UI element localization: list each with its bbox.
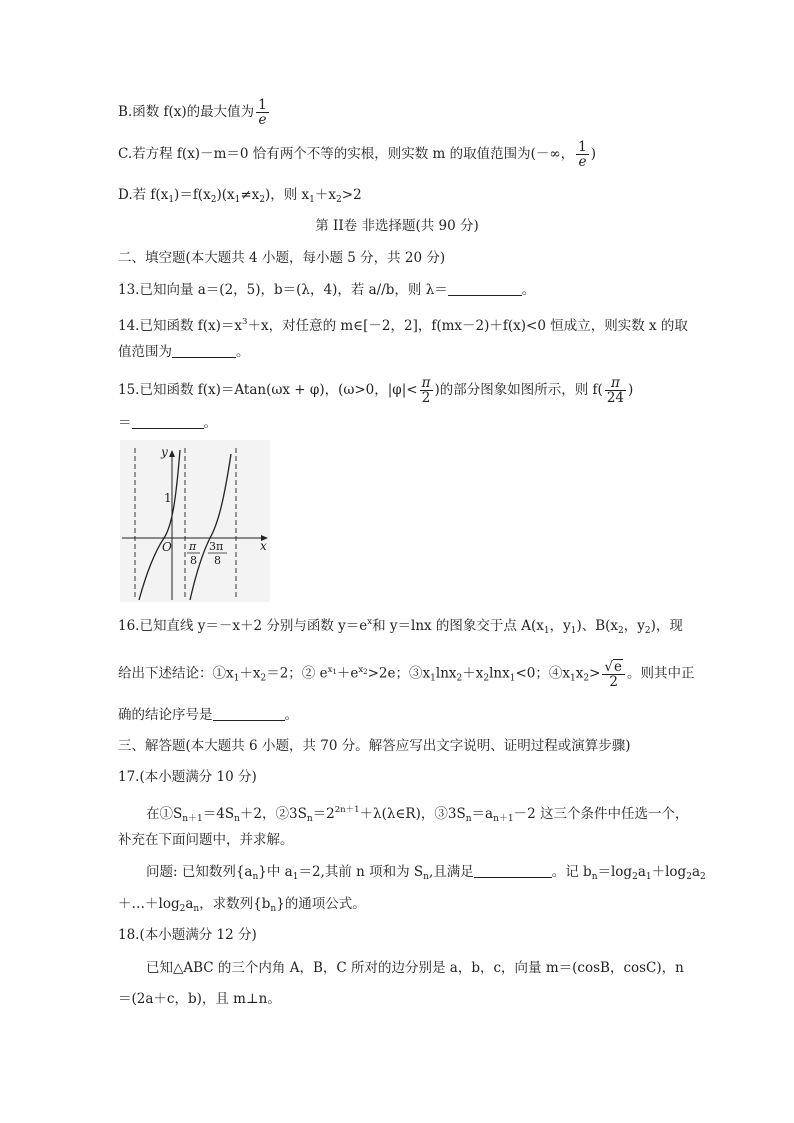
answer-blank[interactable]	[172, 344, 236, 358]
section-fill-in-heading: 二、填空题(本大题共 4 小题，每小题 5 分，共 20 分)	[118, 250, 446, 266]
question-17-heading: 17.(本小题满分 10 分)	[118, 769, 257, 785]
option-d: D.若 $f(x_1)=f(x_2)(x_1\ne x_2)$，则 $x_1+x_2>2$	[118, 187, 362, 205]
question-18-line1: 已知△ABC 的三个内角 A，B，C 所对的边分别是 a，b，c，向量 m＝(cosB，cosC)，n	[146, 960, 684, 976]
x-tick-pi8-num: π	[189, 540, 197, 553]
part2-title: 第 II卷 非选择题(共 90 分)	[315, 218, 479, 234]
fraction: $\frac{\pi}{24}$	[606, 375, 625, 406]
option-c: C.若方程 f(x)－m＝0 恰有两个不等的实根，则实数 m 的取值范围为(－∞， $\frac{1}{e}$ )	[118, 139, 597, 170]
option-b: B.函数 f(x)的最大值为 $\frac{1}{e}$	[118, 97, 267, 128]
question-17-line3: 问题: 已知数列$\{a_n\}$中 $a_1=2$,其前 n 项和为 $S_n$,且满足 。记 $b_n=\log_2a_1+\log_2a_2$	[146, 864, 706, 882]
y-tick-1-label: 1	[164, 491, 172, 505]
question-15-line1: 15.已知函数 f(x)＝Atan(ωx + φ)，(ω>0，|φ|< $\frac{\pi}{2}$ )的部分图象如图所示，则 f( $\frac{\pi}{24}$ )	[118, 375, 634, 406]
x-axis-label: x	[260, 539, 267, 553]
x-tick-3pi8-num: 3π	[209, 540, 224, 553]
answer-blank[interactable]	[448, 282, 522, 296]
fraction: $\frac{1}{e}$	[258, 97, 267, 128]
question-17-line1: 在$①S_{n+1}=4S_n+2$，$②3S_n=2^{2n+1}+\lambda(\lambda\in R)$，$③3S_n=a_{n+1}-2$ 这三个条件中任选一个，	[146, 805, 689, 824]
question-16-line2: 给出下述结论：$①x_1+x_2=2$；② $e^{x_1}+e^{x_2}>2e$；$③x_1\ln x_2+x_2\ln x_1<0$；$④x_1x_2>$ $\frac{√e}{2}$ 。则其中正	[118, 659, 695, 690]
question-17-line4: $+\dots+\log_2a_n$，求数列$\{b_n\}$的通项公式。	[118, 896, 366, 914]
answer-blank[interactable]	[474, 864, 552, 878]
question-18-line2: ＝(2a＋c，b)，且 m⊥n。	[118, 991, 281, 1007]
y-axis-label: y	[161, 445, 168, 459]
answer-blank[interactable]	[132, 415, 204, 429]
answer-blank[interactable]	[213, 707, 285, 721]
question-16-line3: 确的结论序号是 。	[118, 707, 298, 723]
question-14-line1: 14.已知函数 $f(x)=x^3+x$，对任意的 m∈[－2，2]，f(mx－2)＋f(x)<0 恒成立，则实数 x 的取	[118, 317, 688, 334]
x-tick-3pi8-den: 8	[214, 554, 221, 567]
section-solve-heading: 三、解答题(本大题共 6 小题，共 70 分。解答应写出文字说明、证明过程或演算步骤)	[118, 738, 631, 754]
tangent-graph	[120, 440, 270, 602]
question-17-line2: 补充在下面问题中，并求解。	[118, 832, 294, 848]
x-tick-pi8-den: 8	[190, 554, 197, 567]
question-16-line1: 16.已知直线 y＝－x＋2 分别与函数 $y=e^x$和 y＝lnx 的图象交于点 $A(x_1$，$y_1$)、$B(x_2$，$y_2$)，现	[118, 617, 683, 636]
fraction: $\frac{\pi}{2}$	[421, 375, 431, 406]
question-14-line2: 值范围为 。	[118, 344, 250, 360]
origin-label: O	[162, 540, 172, 554]
question-15-line2: ＝ 。	[118, 415, 217, 431]
question-18-heading: 18.(本小题满分 12 分)	[118, 927, 257, 943]
fraction: $\frac{1}{e}$	[578, 139, 587, 170]
fraction: $\frac{√e}{2}$	[602, 659, 625, 689]
question-13: 13.已知向量 a＝(2，5)，b＝(λ，4)，若 a//b，则 λ＝ 。	[118, 282, 536, 298]
